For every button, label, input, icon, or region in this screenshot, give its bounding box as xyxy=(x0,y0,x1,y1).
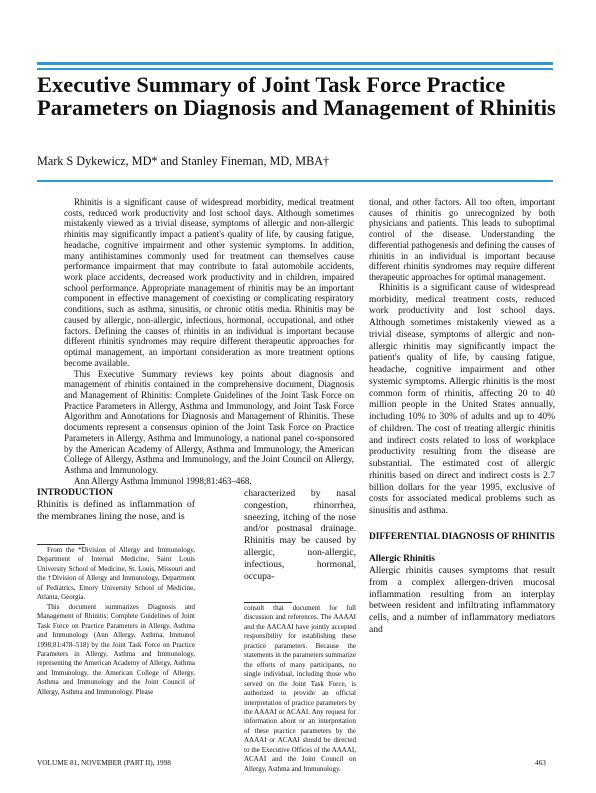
abstract xyxy=(64,197,354,486)
author-line: Mark S Dykewicz, MD* and Stanley Fineman, MD, MBA† xyxy=(37,154,330,168)
subsection-heading-allergic-rhinitis: Allergic Rhinitis xyxy=(369,553,435,564)
page-number: 463 xyxy=(535,758,546,767)
running-footer: VOLUME 81, NOVEMBER (PART II), 1998 xyxy=(37,758,171,767)
section-heading-introduction: INTRODUCTION xyxy=(37,488,114,498)
footnote-paragraph: From the *Division of Allergy and Immunology, Department of Internal Medicine, Saint Louis University School of Medicine, St. Louis, Missouri and the †Division of Allergy and Immunology, Department of Pediatrics, Emory University School of Medicine, Atlanta, Georgia. xyxy=(37,546,195,602)
body-paragraph: Rhinitis is a significant cause of widespread morbidity, medical treatment costs, reduced work productivity and lost school days. Although sometimes mistakenly viewed as a trivial disease, symptoms of allergic and non-allergic rhinitis may significantly impact the patient's quality of life, by causing fatigue, headache, cognitive impairment and other systemic symptoms. Allergic rhinitis is the most common form of rhinitis, affecting 20 to 40 million people in the United States annually, including 10% to 30% of adults and up to 40% of children. The cost of treating allergic rhinitis and indirect costs related to loss of workplace productivity resulting from the disease are substantial. The estimated cost of allergic rhinitis based on direct and indirect costs is 2.7 billion dollars for the year 1995, exclusive of costs for associated medical problems such as sinusitis and asthma. xyxy=(369,282,555,516)
journal-citation: Ann Allergy Asthma Immunol 1998;81:463–468. xyxy=(74,475,252,486)
introduction-continued-text: characterized by nasal congestion, rhinorrhea, sneezing, itching of the nose and/or postnasal drainage. Rhinitis may be caused by allergic, non-allergic, infectious, hormonal, occupa- xyxy=(244,488,356,582)
right-column xyxy=(369,197,555,636)
footnote-rule xyxy=(37,544,85,545)
affiliation-footnote xyxy=(37,546,195,697)
header-bottom-rule xyxy=(37,180,553,182)
body-paragraph: Allergic rhinitis causes symptoms that result from a complex allergen-driven mucosal inflammation resulting from an interplay between resident and infiltrating inflammatory cells, and a number of inflammatory mediators and xyxy=(369,564,555,636)
top-rule-secondary xyxy=(37,68,553,70)
footnote-rule xyxy=(244,602,292,603)
footnote-paragraph: This document summarizes Diagnosis and Management of Rhinitis: Complete Guidelines of Joint Task Force on Practice Parameters in Allergy, Asthma and Immunology (Ann Allergy, Asthma, Immunol 1998;81:478–518) by the Joint Task Force on Practice Parameters in Allergy, Asthma and Immunology, representing the American Academy of Allergy, Asthma and Immunology, the American College of Allergy, Asthma and Immunology and the Joint Council of Allergy, Asthma and Immunology. Please xyxy=(37,602,195,696)
section-heading-differential-diagnosis: DIFFERENTIAL DIAGNOSIS OF RHINITIS xyxy=(369,531,555,542)
abstract-paragraph: Rhinitis is a significant cause of widespread morbidity, medical treatment costs, reduced work productivity and lost school days. Although sometimes mistakenly viewed as a trivial disease, symptoms of allergic and non-allergic rhinitis may significantly impact a patient's quality of life, by causing fatigue, headache, cognitive impairment and other systemic symptoms. In addition, many antihistamines commonly used for treatment can themselves cause performance impairment that may contribute to fatal automobile accidents, work place accidents, decreased work productivity and in children, impaired school performance. Appropriate management of rhinitis may be an important component in effective management of coexisting or complicating respiratory conditions, such as asthma, sinusitis, or chronic otitis media. Rhinitis may be caused by allergic, non-allergic, infectious, hormonal, occupational, and other factors. Defining the causes of rhinitis in an individual is important because different rhinitis syndromes may require different therapeutic approaches for optimal management, an important consideration as more treatment options become available. xyxy=(64,197,354,368)
body-paragraph: tional, and other factors. All too often, important causes of rhinitis go unrecognized by both physicians and patients. This leads to suboptimal control of the disease. Understanding the differential pathogenesis and defining the causes of rhinitis in an individual is important because different rhinitis syndromes may require different therapeutic approaches for optimal management. xyxy=(369,197,555,283)
abstract-paragraph: This Executive Summary reviews key points about diagnosis and management of rhinitis contained in the comprehensive document, Diagnosis and Management of Rhinitis: Complete Guidelines of the Joint Task Force on Practice Parameters in Allergy, Asthma and Immunology, and Joint Task Force Algorithm and Annotations for Diagnosis and Management of Rhinitis. These documents represent a consensus opinion of the Joint Task Force on Practice Parameters in Allergy, Asthma and Immunology, a national panel co-sponsored by the American Academy of Allergy, Asthma and Immunology, the American College of Allergy, Asthma and Immunology, and the Joint Council on Allergy, Asthma and Immunology. xyxy=(64,368,354,475)
introduction-text: Rhinitis is defined as inflammation of the membranes lining the nose, and is xyxy=(37,499,195,522)
footnote-continued: consult that document for full discussion and references. The AAAAI and the AACAAI have jointly accepted responsibility for establishing these practice parameters. Because the statements in the parameters summarize the efforts of many participants, no single individual, including those who served on the Joint Task Force, is authorized to provide an official interpretation of practice parameters by the AAAAI or ACAAI. Any request for information about or an interpretation of these practice parameters by the AAAAI or ACAAI should be directed to the Executive Offices of the AAAAI, ACAAI and the Joint Council on Allergy, Asthma and Immunology. xyxy=(244,604,356,773)
article-title: Executive Summary of Joint Task Force Practice Parameters on Diagnosis and Management of Rhinitis xyxy=(37,72,556,120)
top-rule xyxy=(37,62,553,65)
